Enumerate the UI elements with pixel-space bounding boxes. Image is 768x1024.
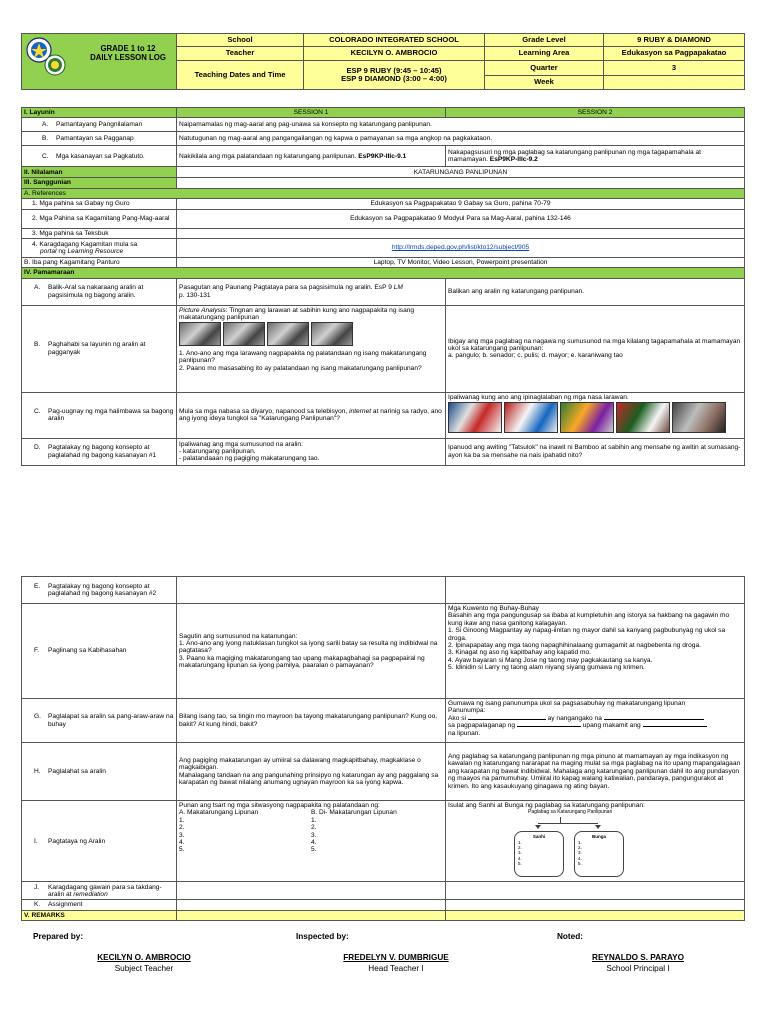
row-pc-s1 bbox=[177, 392, 446, 438]
pb-s1-intro: : Tingnan ang larawan at sabihin kung ano nagpapakita ng isang makatarungang panlipunan bbox=[179, 306, 415, 321]
i-num: 3. bbox=[578, 850, 582, 856]
row-k-label bbox=[22, 900, 177, 910]
teacher-value: KECILYN O. AMBROCIO bbox=[304, 47, 485, 61]
row-key: G. bbox=[34, 713, 41, 721]
protest-photo-1 bbox=[448, 402, 502, 433]
layunin-heading: I. Layunin bbox=[22, 108, 177, 118]
row-b-text: Natutugunan ng mag-aaral ang pangangailangan ng kapwa o pamayanan sa mga angkop na pagkakataon. bbox=[177, 132, 745, 146]
grade-value: 9 RUBY & DIAMOND bbox=[604, 34, 745, 47]
blank-line bbox=[517, 726, 581, 727]
week-value bbox=[604, 76, 745, 90]
row-j-s1 bbox=[177, 882, 446, 900]
h-s1-a: Ang pagiging makatarungan ay umiiral sa dalawang magkapitbahay, magkaklase o magkaibigan. bbox=[179, 756, 421, 772]
i-col-b-title: B. Di- Makatarungan Lipunan bbox=[311, 809, 397, 817]
i-num: 4. bbox=[518, 855, 522, 861]
row-f-s1 bbox=[177, 604, 446, 699]
remarks-heading: V. REMARKS bbox=[22, 910, 177, 920]
row-c-label bbox=[22, 146, 177, 167]
row-e-label bbox=[22, 577, 177, 604]
row-h-s2: Ang paglabag sa katarungang panlipunan ng mga pinuno at mamamayan ay mga indikasyon ng kawalan ng katarungang nararapat na maging mulat sa mga paglabag na ito upang mapangalagaan ang karapatan ng bawat indibidwal. Mahalaga ang katarungang panlipunan dahil ito ang pundasyon ng maayos na pamumuhay. Umiiral ito kapag walang katiwalian, pandaraya, pangungurakot at krimen. Ito ang kasaukuyang ginagawa ng ating bayan. bbox=[446, 743, 745, 801]
ref-b-value: Laptop, TV Monitor, Video Lesson, Powerpoint presentation bbox=[177, 257, 745, 267]
f-s2-b: Basahin ang mga pangungusap sa ibaba at kumpletuhin ang istorya sa hakbang na gagawin mo kung ikaw ang nasa ganitong kalagayan. bbox=[448, 612, 730, 627]
row-pd-s1 bbox=[177, 438, 446, 465]
i-num: 4. bbox=[311, 838, 317, 846]
session1-heading: SESSION 1 bbox=[177, 108, 446, 118]
week-label: Week bbox=[485, 76, 604, 90]
teacher-label: Teacher bbox=[177, 47, 304, 61]
picture-1 bbox=[179, 322, 221, 346]
pa-s1-text: Pasagutan ang Paunang Pagtataya para sa pagsisimula ng aralin. EsP 9 bbox=[179, 284, 394, 292]
pb-s2-b: a. pangulo; b. senador; c. pulis; d. mayor; e. karaniwang tao bbox=[448, 352, 623, 360]
row-pa-s1 bbox=[177, 278, 446, 305]
row-j-label bbox=[22, 882, 177, 900]
protest-photo-5 bbox=[672, 402, 726, 433]
row-label: Karagdagang gawain para sa takdang-aralin at bbox=[48, 883, 162, 898]
row-key: I. bbox=[34, 837, 38, 845]
g-s2-a: Gumawa ng isang panunumpa ukol sa pagsasabuhay ng makatarungang lipunan bbox=[448, 700, 686, 707]
pc-s2-text: Ipaliwanag kung ano ang ipinaglalaban ng mga nasa larawan. bbox=[448, 393, 629, 401]
i-num: 4. bbox=[578, 855, 582, 861]
i-num: 3. bbox=[311, 831, 317, 839]
i-col-b bbox=[311, 809, 443, 853]
row-b-label bbox=[22, 132, 177, 146]
f-s2-a: Mga Kuwento ng Buhay-Buhay bbox=[448, 605, 539, 612]
arrow-down-icon bbox=[595, 825, 601, 829]
row-key: A. bbox=[42, 121, 49, 129]
row-pc-s2 bbox=[446, 392, 745, 438]
ref4-label-c: ng bbox=[56, 247, 68, 255]
row-key: B. bbox=[34, 341, 41, 349]
remarks-s1 bbox=[177, 910, 446, 920]
prepared-name: KECILYN O. AMBROCIO bbox=[97, 953, 191, 962]
i-num: 3. bbox=[179, 831, 185, 839]
i-num: 2. bbox=[311, 824, 317, 832]
lrmds-link[interactable]: http://lrmds.deped.gov.ph/list/kto12/subject/905 bbox=[391, 244, 530, 252]
row-label: Paghahabi sa layunin ng aralin at pagganyak bbox=[48, 341, 146, 356]
g-s2-d2: upang makamit ang bbox=[580, 722, 643, 730]
sanhi-title: Sanhi bbox=[532, 834, 546, 840]
pc-s1-b: at narinig sa radyo, ano ang iyong ideya tungkol sa "Katarungang Panlipunan"? bbox=[179, 407, 442, 423]
row-label: Assignment bbox=[48, 901, 83, 909]
f-s2-g: 5. Idinidin si Larry ng taong alam niyang siyang gumawa ng krimen. bbox=[448, 664, 645, 671]
row-pc-label bbox=[22, 392, 177, 438]
ref1-value: Edukasyon sa Pagpapakatao 9 Gabay sa Guro, pahina 70-79 bbox=[177, 199, 745, 209]
row-label: Pamantayang Pangnilalaman bbox=[56, 121, 143, 129]
f-s1-b: 1. Ano-ano ang iyong natuklasan tungkol sa iyong sarili batay sa resulta ng indibidwal na pagtatasa? bbox=[179, 639, 438, 655]
i-num: 2. bbox=[179, 824, 185, 832]
ref4-label-d: Learning Resource bbox=[67, 247, 124, 255]
f-s2-c: 1. Si Ginoong Magpantay ay napag-iinitan ng mayor dahil sa kanyang pagbubunyag ng ukol sa droga. bbox=[448, 627, 726, 642]
picture-strip bbox=[179, 322, 443, 348]
blank-line bbox=[643, 726, 707, 727]
bunga-title: Bunga bbox=[592, 834, 606, 840]
row-label: Pamantayan sa Pagganap bbox=[56, 135, 134, 143]
i-num: 1. bbox=[179, 816, 185, 824]
row-c-s1 bbox=[177, 146, 446, 167]
row-pb-label bbox=[22, 305, 177, 392]
inspected-name: FREDELYN V. DUMBRIGUE bbox=[343, 953, 449, 962]
arrow-down-icon bbox=[535, 825, 541, 829]
h-s1-b: Mahalagang tandaan na ang pangunahing prinsipyo ng katarungan ay ang paggalang sa karapatan ng bawat nilalang anumang ugnayan mayroon ka sa iyong kapwa. bbox=[179, 771, 439, 786]
f-s1-c: 3. Paano ka magiging makatarungang tao upang makapagbahagi sa pagpapairal ng makatarungang lipunan sa iyong pamilya, paaralan o pamayanan? bbox=[179, 654, 425, 670]
g-s2-e: na lipunan. bbox=[448, 729, 481, 737]
row-label: Pagtalakay ng bagong konsepto at paglalahad ng bagong kasanayan #1 bbox=[48, 444, 157, 459]
school-value: COLORADO INTEGRATED SCHOOL bbox=[304, 34, 485, 47]
nilalaman-value: KATARUNGANG PANLIPUNAN bbox=[177, 167, 745, 178]
protest-photo-3 bbox=[560, 402, 614, 433]
row-key: H. bbox=[34, 767, 41, 775]
ref2-label: 2. Mga Pahina sa Kagamitang Pang-Mag-aaral bbox=[22, 209, 177, 228]
grade-label: Grade Level bbox=[485, 34, 604, 47]
g-s2-d1: sa pagpapalaganap ng bbox=[448, 722, 517, 730]
f-s2-f: 4. Ayaw bayaran si Mang Jose ng taong may pagkakautang sa kanya. bbox=[448, 656, 653, 664]
i-num: 1. bbox=[311, 816, 317, 824]
pb-s2-a: Ibigay ang mga paglabag na nagawa ng sumusunod na mga kilalang tagapamahala at mamamayan ukol sa katarungang panlipunan: bbox=[448, 337, 741, 352]
row-label: Balik-Aral sa nakaraang aralin at pagsisimula ng bagong aralin. bbox=[48, 284, 144, 299]
row-pa-s2: Balikan ang aralin ng katarungang panlipunan. bbox=[446, 278, 745, 305]
row-h-label bbox=[22, 743, 177, 801]
ref3-value bbox=[177, 228, 745, 238]
row-key: J. bbox=[34, 883, 40, 891]
i-num: 4. bbox=[179, 838, 185, 846]
row-i-s2 bbox=[446, 801, 745, 882]
nilalaman-heading: II. Nilalaman bbox=[22, 167, 177, 178]
log-title-line2: DAILY LESSON LOG bbox=[90, 53, 166, 63]
noted-title: School Principal I bbox=[606, 964, 670, 973]
deped-logo-icon bbox=[44, 54, 66, 79]
area-value: Edukasyon sa Pagpapakatao bbox=[604, 47, 745, 61]
row-label: Pag-uugnay ng mga halimbawa sa bagong aralin bbox=[48, 407, 174, 423]
row-key: B. bbox=[42, 135, 49, 143]
dates-label: Teaching Dates and Time bbox=[177, 61, 304, 90]
row-key: K. bbox=[34, 901, 41, 909]
ref3-label: 3. Mga pahina sa Teksbuk bbox=[22, 228, 177, 238]
pd-s1-b: - katarungang panlipunan. bbox=[179, 447, 256, 455]
row-key: F. bbox=[34, 647, 40, 655]
area-label: Learning Area bbox=[485, 47, 604, 61]
log-title-line1: GRADE 1 to 12 bbox=[100, 44, 156, 53]
prepared-label: Prepared by: bbox=[33, 932, 84, 941]
inspected-label: Inspected by: bbox=[296, 932, 349, 941]
dates-value bbox=[304, 61, 485, 90]
row-pd-label bbox=[22, 438, 177, 465]
log-title bbox=[82, 44, 174, 63]
quarter-label: Quarter bbox=[485, 61, 604, 76]
row-k-s1 bbox=[177, 900, 446, 910]
lesson-table-part1 bbox=[21, 107, 745, 466]
pc-s1-a: Mula sa mga nabasa sa diyaryo, napanood sa telebisyon, bbox=[179, 407, 350, 415]
i-num: 1. bbox=[518, 840, 522, 846]
pc-s1-em: internet bbox=[349, 407, 372, 415]
row-i-s1 bbox=[177, 801, 446, 882]
i-s2-intro: Isulat ang Sanhi at Bunga ng paglabag sa katarungang panlipunan: bbox=[448, 802, 645, 809]
row-pb-s2 bbox=[446, 305, 745, 392]
protest-photo-strip bbox=[448, 402, 742, 435]
sanggunian-empty bbox=[177, 178, 745, 188]
row-label: Paglinang sa Kabihasahan bbox=[48, 647, 127, 655]
diagram-title: Paglabag sa Katarungang Panlipunan bbox=[528, 809, 613, 816]
f-s1-a: Sagutin ang sumusunod na katanungan: bbox=[179, 632, 298, 640]
row-key: A. bbox=[34, 284, 41, 292]
row-f-s2 bbox=[446, 604, 745, 699]
remarks-s2 bbox=[446, 910, 745, 920]
blank-line bbox=[468, 719, 546, 720]
g-s2-c1: Ako si bbox=[448, 714, 468, 722]
ref4-value-cell bbox=[177, 238, 745, 257]
row-e-s2 bbox=[446, 577, 745, 604]
inspected-title: Head Teacher I bbox=[368, 964, 424, 973]
pd-s1-c: - palatandaaan ng pagiging makatarungang tao. bbox=[179, 455, 320, 463]
row-label-em: remediation bbox=[73, 890, 108, 898]
pd-s1-a: Ipaliwanag ang mga sumusunod na aralin: bbox=[179, 440, 303, 448]
protest-photo-2 bbox=[504, 402, 558, 433]
dates-value-2: ESP 9 DIAMOND (3:00 – 4:00) bbox=[341, 74, 447, 83]
pb-s1-q1: 1. Ano-ano ang mga larawang nagpapakita ng palatandaan ng isang makatarungang panlipunan? bbox=[179, 349, 427, 365]
signature-footer bbox=[0, 926, 768, 986]
row-pb-s1 bbox=[177, 305, 446, 392]
row-c-s2 bbox=[446, 146, 745, 167]
pb-s1-q2: 2. Paano mo masasabing ito ay palatandaan ng isang makatarungang panlipunan? bbox=[179, 364, 422, 372]
noted-name: REYNALDO S. PARAYO bbox=[592, 953, 684, 962]
row-pa-label bbox=[22, 278, 177, 305]
row-i-label bbox=[22, 801, 177, 882]
i-num: 5. bbox=[311, 846, 317, 854]
row-a-label bbox=[22, 118, 177, 132]
c-s1-text: Nakikilala ang mga palatandaan ng katarungang panlipunan. bbox=[179, 152, 357, 160]
i-s1-intro: Punan ang tsart ng mga sitwasyong nagpapakita ng palatandaan ng: bbox=[179, 802, 380, 809]
row-g-label bbox=[22, 699, 177, 743]
row-k-s2 bbox=[446, 900, 745, 910]
log-title-cell bbox=[22, 34, 177, 90]
row-g-s2 bbox=[446, 699, 745, 743]
pamamaraan-heading: IV. Pamamaraan bbox=[22, 268, 745, 278]
quarter-value: 3 bbox=[604, 61, 745, 76]
row-e-s1 bbox=[177, 577, 446, 604]
f-s2-d: 2. Ipinapapatay ang mga taong napaghihinalaang gumagamit at nagbebenta ng droga. bbox=[448, 641, 701, 649]
ref2-value: Edukasyon sa Pagpapakatao 9 Modyul Para sa Mag-Aaral, pahina 132-146 bbox=[177, 209, 745, 228]
dates-value-1: ESP 9 RUBY (9:45 – 10:45) bbox=[346, 65, 442, 75]
header-table bbox=[21, 33, 745, 90]
sanhi-box bbox=[514, 831, 564, 877]
row-label: Pagtataya ng Aralin bbox=[48, 837, 106, 845]
picture-2 bbox=[223, 322, 265, 346]
sanhi-bunga-diagram bbox=[448, 810, 708, 880]
row-label: Mga kasanayan sa Pagkatuto. bbox=[56, 152, 145, 160]
row-key: D. bbox=[34, 444, 41, 452]
sanggunian-heading: III. Sanggunian bbox=[22, 178, 177, 188]
i-num: 2. bbox=[518, 845, 522, 851]
row-h-s1 bbox=[177, 743, 446, 801]
row-key: C. bbox=[42, 152, 49, 160]
g-s2-b: Panunumpa: bbox=[448, 707, 486, 715]
c-s2-code: EsP9KP-IIIc-9.2 bbox=[489, 156, 538, 164]
ref-b-label: B. Iba pang Kagamitang Panturo bbox=[22, 257, 177, 267]
ref4-label bbox=[22, 238, 177, 257]
ref1-label: 1. Mga pahina sa Gabay ng Guro bbox=[22, 199, 177, 209]
row-f-label bbox=[22, 604, 177, 699]
row-label: Paglalapat sa aralin sa pang-araw-araw na buhay bbox=[48, 713, 174, 728]
row-g-s1: Bilang isang tao, sa tingin mo mayroon ba tayong makatarungang panlipunan? Kung oo, bakit? At kung hindi, bakit? bbox=[177, 699, 446, 743]
references-heading: A. References bbox=[22, 188, 745, 198]
g-s2-c2: ay nangangako na bbox=[545, 714, 604, 722]
i-num: 5. bbox=[179, 846, 185, 854]
blank-line bbox=[604, 719, 704, 720]
protest-photo-4 bbox=[616, 402, 670, 433]
pa-s1-lm: LM bbox=[393, 284, 403, 292]
row-pd-s2: Ipanuod ang awiting "Tatsulok" na inawit ni Bamboo at sabihin ang mensahe ng awitin at sumasang-ayon ka ba sa mensahe na nais ipahatid nito? bbox=[446, 438, 745, 465]
i-num: 3. bbox=[518, 850, 522, 856]
prepared-title: Subject Teacher bbox=[114, 964, 174, 973]
diagram-connector bbox=[538, 823, 598, 824]
row-key: C. bbox=[34, 407, 41, 415]
row-key: E. bbox=[34, 582, 41, 590]
lesson-table-part2 bbox=[21, 576, 745, 921]
c-s1-code: EsP9KP-IIIc-9.1 bbox=[358, 152, 407, 160]
i-num: 5. bbox=[578, 860, 582, 866]
row-a-text: Naipamamalas ng mag-aaral ang pag-unawa sa konsepto ng katarungang panlipunan. bbox=[177, 118, 745, 132]
f-s2-e: 3. Kinagat ng aso ng kapitbahay ang kapatid mo. bbox=[448, 649, 591, 657]
pb-s1-em: Picture Analysis bbox=[179, 306, 226, 314]
picture-4 bbox=[311, 322, 353, 346]
noted-label: Noted: bbox=[557, 932, 583, 941]
i-num: 1. bbox=[578, 840, 582, 846]
g-s2-d bbox=[448, 722, 742, 729]
row-j-s2 bbox=[446, 882, 745, 900]
row-label: Paglalahat sa aralin bbox=[48, 767, 106, 775]
i-col-a-title: A. Makatarungang Lipunan bbox=[179, 809, 259, 817]
session2-heading: SESSION 2 bbox=[446, 108, 745, 118]
school-label: School bbox=[177, 34, 304, 47]
pa-s1-page: p. 130-131 bbox=[179, 291, 211, 299]
ref4-label-b: portal bbox=[40, 247, 57, 255]
bunga-box bbox=[574, 831, 624, 877]
ref4-label-a: 4. Karagdagang Kagamitan mula sa bbox=[32, 240, 138, 248]
c-s2-text: Nakapagsusuri ng mga paglabag sa katarungang panlipunan ng mga tagapamahala at mamamayan. bbox=[448, 149, 701, 164]
picture-3 bbox=[267, 322, 309, 346]
i-num: 2. bbox=[578, 845, 582, 851]
i-col-a bbox=[179, 809, 311, 853]
i-num: 5. bbox=[518, 860, 522, 866]
row-label: Pagtalakay ng bagong konsepto at paglalahad ng bagong kasanayan #2 bbox=[48, 582, 157, 597]
g-s2-c bbox=[448, 715, 742, 722]
